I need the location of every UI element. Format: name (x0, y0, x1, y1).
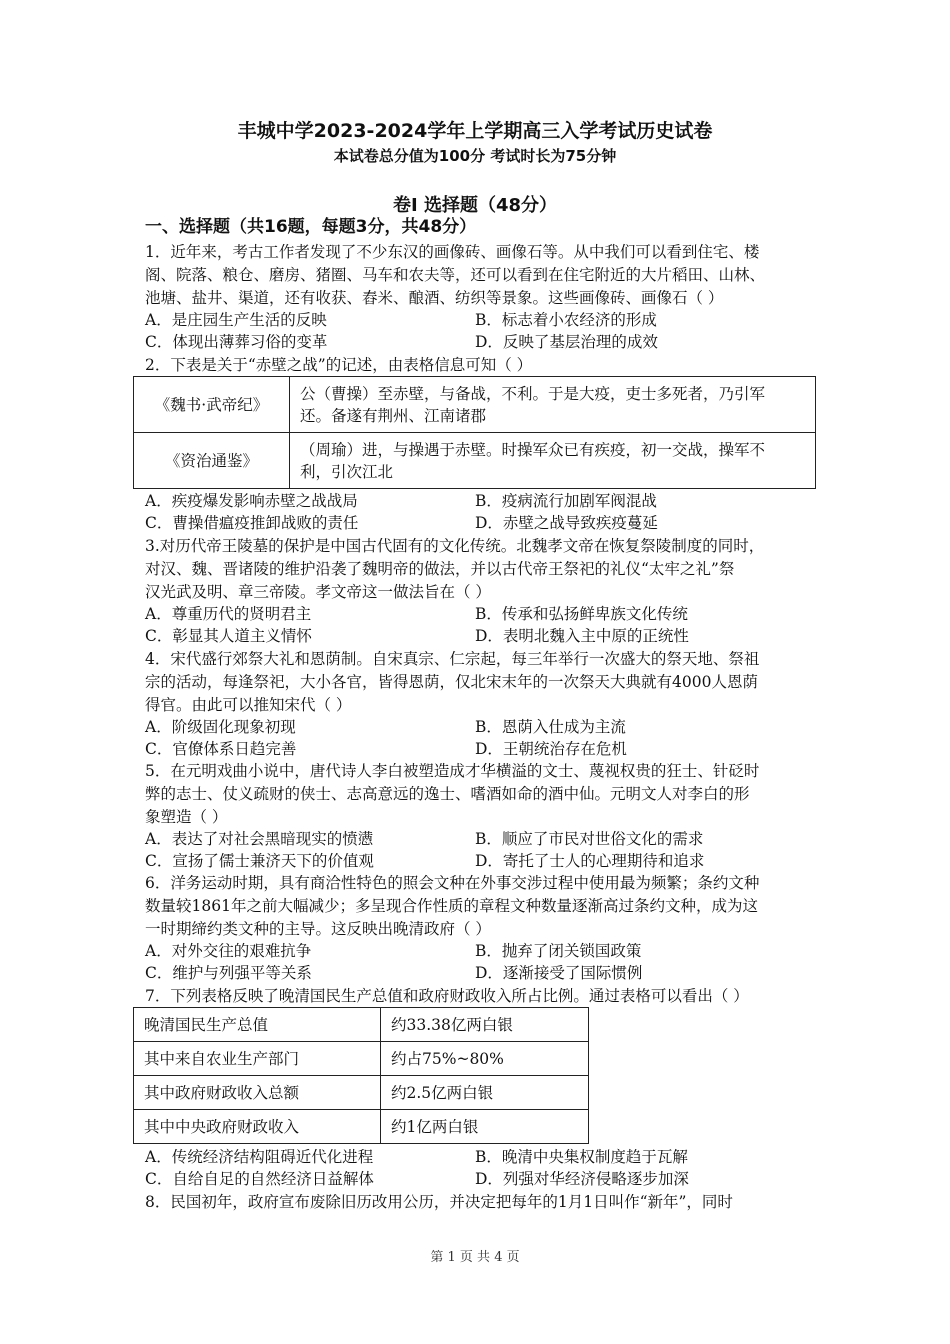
q2-line-1: 2．下表是关于“赤壁之战”的记述，由表格信息可知（ ） (145, 356, 533, 374)
q6-line-1: 6．洋务运动时期，具有商洽性特色的照会文种在外事交涉过程中使用最为频繁；条约文种 (145, 874, 760, 892)
q3-option-b[interactable]: B．传承和弘扬鲜卑族文化传统 (475, 605, 688, 623)
q7-value-3: 约2.5亿两白银 (381, 1076, 589, 1110)
q7-line-1: 7．下列表格反映了晚清国民生产总值和政府财政收入所占比例。通过表格可以看出（ ） (145, 987, 749, 1005)
q7-option-b[interactable]: B．晚清中央集权制度趋于瓦解 (475, 1148, 688, 1166)
q2-text-1 (290, 377, 816, 433)
q7-item-2: 其中来自农业生产部门 (134, 1042, 381, 1076)
q4-line-1: 4．宋代盛行郊祭大礼和恩荫制。自宋真宗、仁宗起，每三年举行一次盛大的祭天地、祭祖 (145, 650, 760, 668)
q4-option-d[interactable]: D．王朝统治存在危机 (475, 740, 627, 758)
q5-option-b[interactable]: B．顺应了市民对世俗文化的需求 (475, 830, 704, 848)
q4-line-3: 得官。由此可以推知宋代（ ） (145, 696, 352, 714)
q8-line-1: 8．民国初年，政府宣布废除旧历改用公历，并决定把每年的1月1日叫作“新年”，同时 (145, 1193, 733, 1211)
q6-option-d[interactable]: D．逐渐接受了国际惯例 (475, 964, 643, 982)
q7-item-4: 其中中央政府财政收入 (134, 1110, 381, 1144)
table-row (134, 1076, 589, 1110)
q2-text-2-line-2: 利，引次江北 (300, 462, 394, 481)
q3-line-3: 汉光武及明、章三帝陵。孝文帝这一做法旨在（ ） (145, 583, 491, 601)
q6-option-b[interactable]: B．抛弃了闭关锁国政策 (475, 942, 642, 960)
q5-line-3: 象塑造（ ） (145, 808, 228, 826)
q7-option-c[interactable]: C．自给自足的自然经济日益解体 (145, 1170, 374, 1188)
q1-line-2: 阁、院落、粮仓、磨房、猪圈、马车和农夫等，还可以看到在住宅附近的大片稻田、山林、 (145, 266, 766, 284)
q4-line-2: 宗的活动，每逢祭祀，大小各官，皆得恩荫，仅北宋末年的一次祭天大典就有4000人恩荫 (145, 673, 758, 691)
q3-option-c[interactable]: C．彰显其人道主义情怀 (145, 627, 312, 645)
q2-source-2: 《资治通鉴》 (134, 433, 290, 489)
q7-option-d[interactable]: D．列强对华经济侵略逐步加深 (475, 1170, 689, 1188)
q5-option-c[interactable]: C．宣扬了儒士兼济天下的价值观 (145, 852, 374, 870)
q3-option-d[interactable]: D．表明北魏入主中原的正统性 (475, 627, 689, 645)
q2-source-table (133, 376, 816, 489)
table-row (134, 1008, 589, 1042)
q2-text-1-line-1: 公（曹操）至赤壁，与备战，不利。于是大疫，吏士多死者，乃引军 (300, 384, 766, 403)
q7-item-3: 其中政府财政收入总额 (134, 1076, 381, 1110)
table-row (134, 433, 816, 489)
q5-line-2: 弊的志士、仗义疏财的侠士、志高意远的逸士、嗜酒如命的酒中仙。元明文人对李白的形 (145, 785, 750, 803)
q5-option-d[interactable]: D．寄托了士人的心理期待和追求 (475, 852, 705, 870)
q4-option-b[interactable]: B．恩荫入仕成为主流 (475, 718, 626, 736)
part-heading: 一、选择题（共16题，每题3分，共48分） (145, 217, 477, 237)
q1-line-1: 1．近年来，考古工作者发现了不少东汉的画像砖、画像石等。从中我们可以看到住宅、楼 (145, 243, 760, 261)
q7-data-table (133, 1007, 589, 1144)
q1-line-3: 池塘、盐井、渠道，还有收获、舂米、酿酒、纺织等景象。这些画像砖、画像石（ ） (145, 289, 724, 307)
q1-option-b[interactable]: B．标志着小农经济的形成 (475, 311, 657, 329)
q7-value-2: 约占75%~80% (381, 1042, 589, 1076)
table-row (134, 1110, 589, 1144)
q5-line-1: 5．在元明戏曲小说中，唐代诗人李白被塑造成才华横溢的文士、蔑视权贵的狂士、针砭时 (145, 762, 760, 780)
q4-option-c[interactable]: C．官僚体系日趋完善 (145, 740, 297, 758)
q7-value-4: 约1亿两白银 (381, 1110, 589, 1144)
q2-source-1: 《魏书·武帝纪》 (134, 377, 290, 433)
q2-option-c[interactable]: C．曹操借瘟疫推卸战败的责任 (145, 514, 359, 532)
q6-line-2: 数量较1861年之前大幅减少；多呈现合作性质的章程文种数量逐渐高过条约文种，成为这 (145, 897, 758, 915)
q3-line-2: 对汉、魏、晋诸陵的维护沿袭了魏明帝的做法，并以古代帝王祭祀的礼仪“太牢之礼”祭 (145, 560, 735, 578)
table-row (134, 1042, 589, 1076)
q2-text-1-line-2: 还。备遂有荆州、江南诸郡 (300, 406, 487, 425)
q2-option-a[interactable]: A．疾疫爆发影响赤壁之战战局 (145, 492, 358, 510)
q6-line-3: 一时期缔约类文种的主导。这反映出晚清政府（ ） (145, 920, 491, 938)
q5-option-a[interactable]: A．表达了对社会黑暗现实的愤懑 (145, 830, 374, 848)
q2-option-d[interactable]: D．赤壁之战导致疾疫蔓延 (475, 514, 658, 532)
exam-subtitle: 本试卷总分值为100分 考试时长为75分钟 (333, 147, 617, 165)
q3-line-1: 3.对历代帝王陵墓的保护是中国古代固有的文化传统。北魏孝文帝在恢复祭陵制度的同时， (145, 537, 765, 555)
q1-option-c[interactable]: C．体现出薄葬习俗的变革 (145, 333, 328, 351)
q2-text-2-line-1: （周瑜）进，与操遇于赤壁。时操军众已有疾疫，初一交战，操军不 (300, 440, 766, 459)
q7-option-a[interactable]: A．传统经济结构阻碍近代化进程 (145, 1148, 374, 1166)
exam-title: 丰城中学2023-2024学年上学期高三入学考试历史试卷 (237, 120, 713, 142)
q1-option-a[interactable]: A．是庄园生产生活的反映 (145, 311, 327, 329)
q6-option-a[interactable]: A．对外交往的艰难抗争 (145, 942, 312, 960)
q2-text-2 (290, 433, 816, 489)
section-title: 卷Ⅰ 选择题（48分） (392, 195, 557, 216)
q2-option-b[interactable]: B．疫病流行加剧军阀混战 (475, 492, 657, 510)
q3-option-a[interactable]: A．尊重历代的贤明君主 (145, 605, 312, 623)
q6-option-c[interactable]: C．维护与列强平等关系 (145, 964, 312, 982)
table-row (134, 377, 816, 433)
q7-value-1: 约33.38亿两白银 (381, 1008, 589, 1042)
q1-option-d[interactable]: D．反映了基层治理的成效 (475, 333, 658, 351)
q4-option-a[interactable]: A．阶级固化现象初现 (145, 718, 296, 736)
page-footer: 第 1 页 共 4 页 (430, 1250, 520, 1265)
q7-item-1: 晚清国民生产总值 (134, 1008, 381, 1042)
